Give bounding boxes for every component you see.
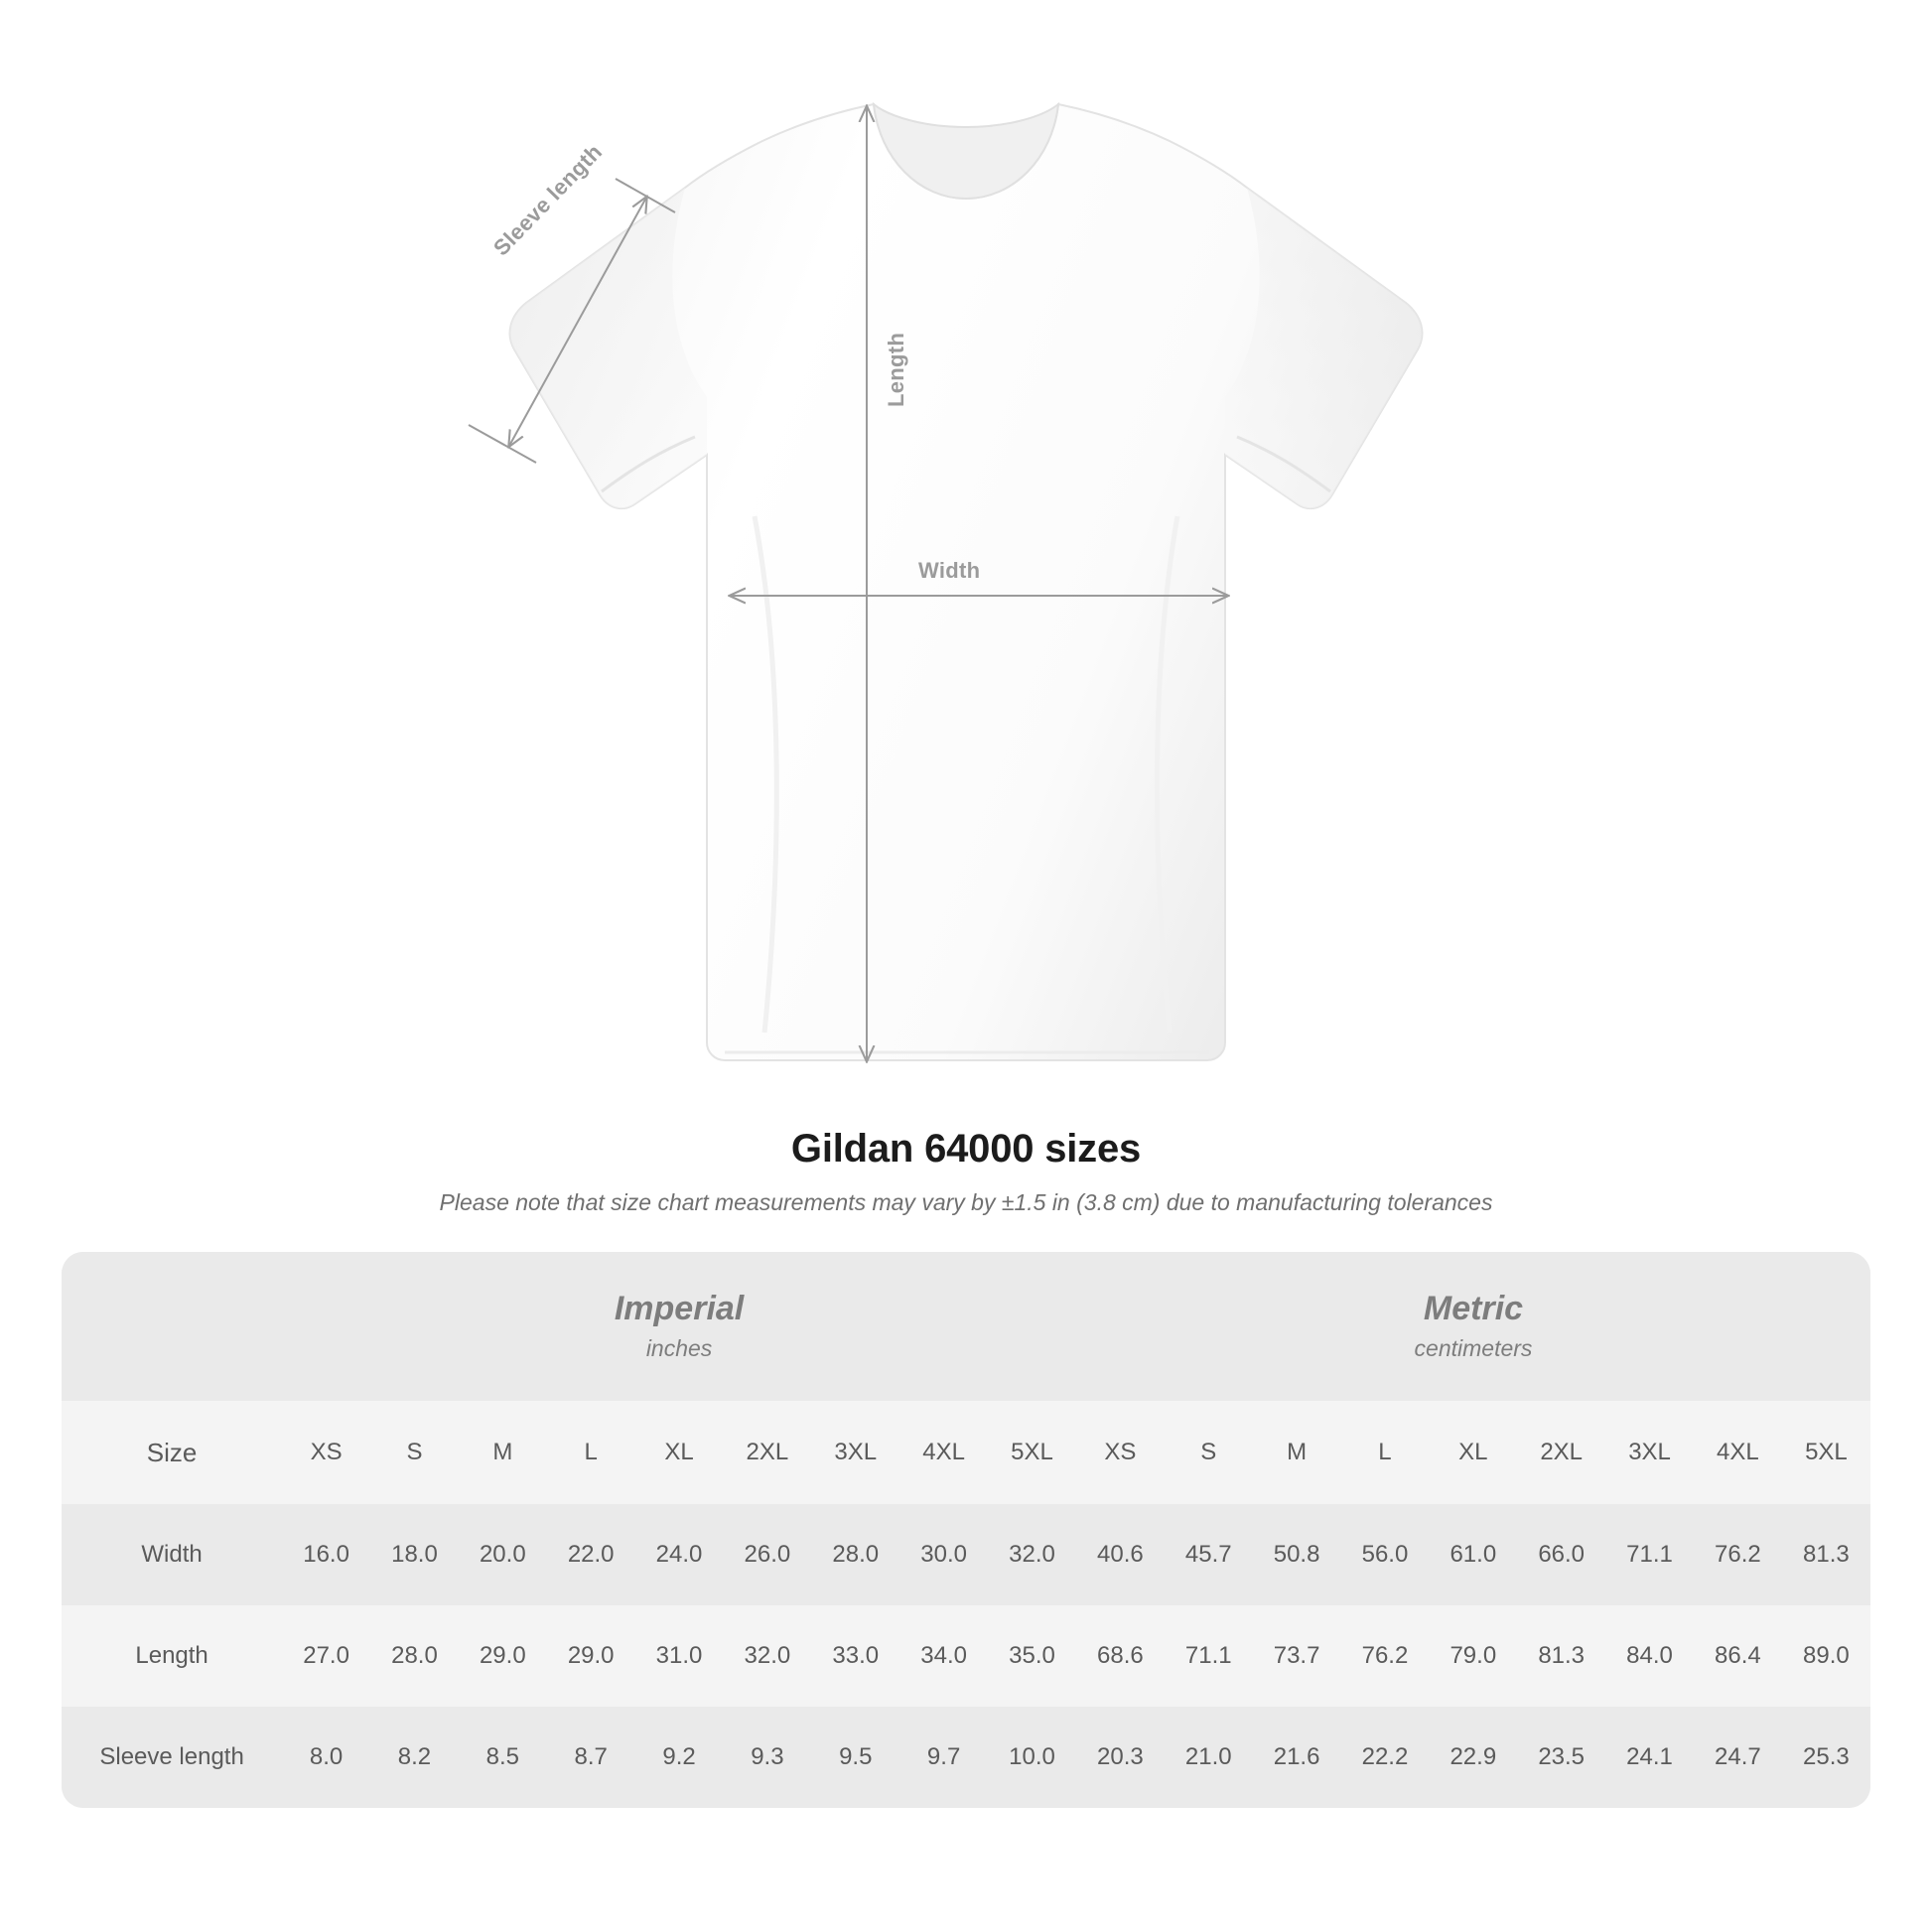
size-header-cell: M — [459, 1401, 547, 1504]
cell-width: 16.0 — [282, 1504, 370, 1605]
title-block — [0, 1127, 1932, 1216]
cell-width: 40.6 — [1076, 1504, 1165, 1605]
cell-sleeve-length: 22.2 — [1341, 1707, 1430, 1808]
cell-width: 71.1 — [1605, 1504, 1694, 1605]
cell-length: 29.0 — [547, 1605, 635, 1707]
cell-length: 33.0 — [811, 1605, 899, 1707]
cell-sleeve-length: 9.2 — [635, 1707, 724, 1808]
cell-length: 89.0 — [1782, 1605, 1870, 1707]
cell-width: 50.8 — [1253, 1504, 1341, 1605]
size-header-cell: 4XL — [1694, 1401, 1782, 1504]
cell-sleeve-length: 21.0 — [1165, 1707, 1253, 1808]
cell-sleeve-length: 21.6 — [1253, 1707, 1341, 1808]
cell-length: 68.6 — [1076, 1605, 1165, 1707]
size-header-cell: 4XL — [899, 1401, 988, 1504]
cell-sleeve-length: 9.5 — [811, 1707, 899, 1808]
size-header-cell: 2XL — [1517, 1401, 1605, 1504]
imperial-sublabel: inches — [645, 1335, 713, 1362]
cell-length: 32.0 — [723, 1605, 811, 1707]
cell-width: 56.0 — [1341, 1504, 1430, 1605]
cell-width: 66.0 — [1517, 1504, 1605, 1605]
cell-length: 29.0 — [459, 1605, 547, 1707]
cell-sleeve-length: 24.7 — [1694, 1707, 1782, 1808]
cell-width: 32.0 — [988, 1504, 1076, 1605]
cell-sleeve-length: 20.3 — [1076, 1707, 1165, 1808]
cell-width: 76.2 — [1694, 1504, 1782, 1605]
sleeve-tick-bottom — [469, 425, 536, 463]
sleeve-tick-top — [616, 179, 675, 212]
table-row — [62, 1605, 1870, 1707]
cell-length: 81.3 — [1517, 1605, 1605, 1707]
size-header-cell: S — [370, 1401, 459, 1504]
cell-sleeve-length: 8.7 — [547, 1707, 635, 1808]
cell-width: 28.0 — [811, 1504, 899, 1605]
metric-sublabel: centimeters — [1414, 1335, 1533, 1362]
cell-width: 45.7 — [1165, 1504, 1253, 1605]
tolerance-note: Please note that size chart measurements may vary by ±1.5 in (3.8 cm) due to manufacturing tolerances — [439, 1189, 1493, 1215]
size-header-cell: XS — [282, 1401, 370, 1504]
size-header-cell: S — [1165, 1401, 1253, 1504]
row-label-length: Length — [62, 1605, 282, 1707]
metric-label: Metric — [1423, 1289, 1524, 1327]
size-corner-label: Size — [62, 1401, 282, 1504]
size-header-cell: 3XL — [811, 1401, 899, 1504]
size-header-cell: XL — [635, 1401, 724, 1504]
row-label-width: Width — [62, 1504, 282, 1605]
cell-length: 31.0 — [635, 1605, 724, 1707]
metric-header-cell — [1076, 1252, 1870, 1401]
units-corner-cell — [62, 1252, 282, 1401]
size-header-cell: XL — [1429, 1401, 1517, 1504]
cell-width: 24.0 — [635, 1504, 724, 1605]
cell-length: 27.0 — [282, 1605, 370, 1707]
page-title: Gildan 64000 sizes — [790, 1127, 1142, 1171]
size-header-row — [62, 1401, 1870, 1504]
imperial-header-cell — [282, 1252, 1076, 1401]
cell-length: 86.4 — [1694, 1605, 1782, 1707]
size-header-cell: L — [547, 1401, 635, 1504]
table-row — [62, 1504, 1870, 1605]
width-label: Width — [918, 558, 981, 583]
cell-length: 76.2 — [1341, 1605, 1430, 1707]
cell-width: 20.0 — [459, 1504, 547, 1605]
table-row — [62, 1707, 1870, 1808]
cell-sleeve-length: 10.0 — [988, 1707, 1076, 1808]
cell-length: 73.7 — [1253, 1605, 1341, 1707]
length-label: Length — [884, 332, 908, 407]
cell-length: 28.0 — [370, 1605, 459, 1707]
size-header-cell: M — [1253, 1401, 1341, 1504]
cell-sleeve-length: 25.3 — [1782, 1707, 1870, 1808]
cell-sleeve-length: 23.5 — [1517, 1707, 1605, 1808]
size-header-cell: 5XL — [988, 1401, 1076, 1504]
size-header-cell: 2XL — [723, 1401, 811, 1504]
size-table — [62, 1252, 1870, 1808]
sleeve-length-label: Sleeve length — [488, 139, 608, 261]
units-header-row — [62, 1252, 1870, 1401]
cell-length: 71.1 — [1165, 1605, 1253, 1707]
cell-sleeve-length: 8.0 — [282, 1707, 370, 1808]
size-header-cell: 3XL — [1605, 1401, 1694, 1504]
cell-width: 30.0 — [899, 1504, 988, 1605]
imperial-label: Imperial — [614, 1289, 745, 1327]
cell-length: 84.0 — [1605, 1605, 1694, 1707]
cell-width: 61.0 — [1429, 1504, 1517, 1605]
size-table-container — [62, 1252, 1870, 1808]
size-header-cell: XS — [1076, 1401, 1165, 1504]
row-label-sleeve-length: Sleeve length — [62, 1707, 282, 1808]
cell-length: 34.0 — [899, 1605, 988, 1707]
cell-sleeve-length: 22.9 — [1429, 1707, 1517, 1808]
cell-length: 35.0 — [988, 1605, 1076, 1707]
size-header-cell: 5XL — [1782, 1401, 1870, 1504]
cell-sleeve-length: 9.3 — [723, 1707, 811, 1808]
cell-width: 18.0 — [370, 1504, 459, 1605]
cell-length: 79.0 — [1429, 1605, 1517, 1707]
size-header-cell: L — [1341, 1401, 1430, 1504]
cell-sleeve-length: 8.5 — [459, 1707, 547, 1808]
cell-sleeve-length: 9.7 — [899, 1707, 988, 1808]
cell-width: 26.0 — [723, 1504, 811, 1605]
cell-sleeve-length: 24.1 — [1605, 1707, 1694, 1808]
cell-sleeve-length: 8.2 — [370, 1707, 459, 1808]
cell-width: 22.0 — [547, 1504, 635, 1605]
cell-width: 81.3 — [1782, 1504, 1870, 1605]
